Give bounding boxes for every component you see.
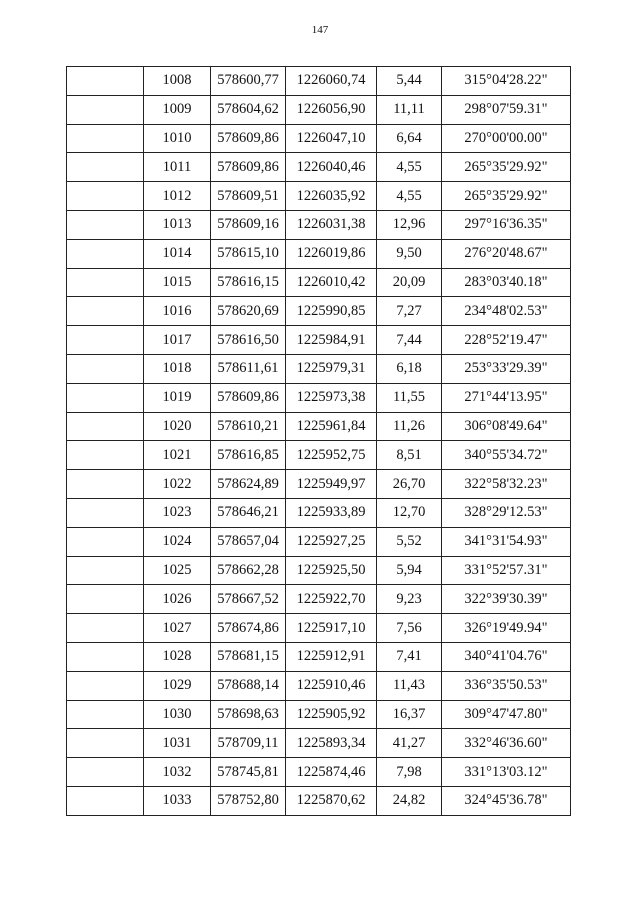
table-row: [67, 95, 571, 124]
length-cell: 20,09: [377, 268, 442, 297]
table-row: [67, 729, 571, 758]
blank-cell: [67, 412, 144, 441]
table-row: [67, 642, 571, 671]
angle-cell: 324°45'36.78": [442, 786, 571, 815]
blank-cell: [67, 67, 144, 96]
length-cell: 12,70: [377, 498, 442, 527]
table-row: [67, 210, 571, 239]
blank-cell: [67, 614, 144, 643]
x-coordinate-cell: 578620,69: [211, 297, 286, 326]
point-id-cell: 1031: [144, 729, 211, 758]
angle-cell: 298°07'59.31": [442, 95, 571, 124]
point-id-cell: 1027: [144, 614, 211, 643]
y-coordinate-cell: 1225979,31: [286, 354, 377, 383]
blank-cell: [67, 470, 144, 499]
point-id-cell: 1019: [144, 383, 211, 412]
angle-cell: 340°55'34.72": [442, 441, 571, 470]
length-cell: 6,18: [377, 354, 442, 383]
point-id-cell: 1012: [144, 182, 211, 211]
angle-cell: 322°39'30.39": [442, 585, 571, 614]
point-id-cell: 1018: [144, 354, 211, 383]
x-coordinate-cell: 578624,89: [211, 470, 286, 499]
angle-cell: 326°19'49.94": [442, 614, 571, 643]
length-cell: 41,27: [377, 729, 442, 758]
angle-cell: 253°33'29.39": [442, 354, 571, 383]
length-cell: 11,55: [377, 383, 442, 412]
x-coordinate-cell: 578609,86: [211, 153, 286, 182]
y-coordinate-cell: 1225910,46: [286, 671, 377, 700]
blank-cell: [67, 95, 144, 124]
blank-cell: [67, 527, 144, 556]
table-row: [67, 297, 571, 326]
y-coordinate-cell: 1225973,38: [286, 383, 377, 412]
length-cell: 5,44: [377, 67, 442, 96]
blank-cell: [67, 354, 144, 383]
point-id-cell: 1029: [144, 671, 211, 700]
length-cell: 7,27: [377, 297, 442, 326]
angle-cell: 336°35'50.53": [442, 671, 571, 700]
x-coordinate-cell: 578611,61: [211, 354, 286, 383]
x-coordinate-cell: 578688,14: [211, 671, 286, 700]
length-cell: 24,82: [377, 786, 442, 815]
y-coordinate-cell: 1225952,75: [286, 441, 377, 470]
point-id-cell: 1014: [144, 239, 211, 268]
x-coordinate-cell: 578616,50: [211, 326, 286, 355]
y-coordinate-cell: 1226010,42: [286, 268, 377, 297]
x-coordinate-cell: 578609,86: [211, 124, 286, 153]
length-cell: 5,94: [377, 556, 442, 585]
y-coordinate-cell: 1225927,25: [286, 527, 377, 556]
point-id-cell: 1009: [144, 95, 211, 124]
point-id-cell: 1033: [144, 786, 211, 815]
y-coordinate-cell: 1226031,38: [286, 210, 377, 239]
table-row: [67, 412, 571, 441]
table-row: [67, 470, 571, 499]
y-coordinate-cell: 1225870,62: [286, 786, 377, 815]
x-coordinate-cell: 578745,81: [211, 758, 286, 787]
table-row: [67, 758, 571, 787]
length-cell: 7,56: [377, 614, 442, 643]
y-coordinate-cell: 1225917,10: [286, 614, 377, 643]
angle-cell: 328°29'12.53": [442, 498, 571, 527]
y-coordinate-cell: 1226035,92: [286, 182, 377, 211]
blank-cell: [67, 210, 144, 239]
x-coordinate-cell: 578609,86: [211, 383, 286, 412]
angle-cell: 340°41'04.76": [442, 642, 571, 671]
point-id-cell: 1022: [144, 470, 211, 499]
angle-cell: 331°52'57.31": [442, 556, 571, 585]
x-coordinate-cell: 578646,21: [211, 498, 286, 527]
length-cell: 9,23: [377, 585, 442, 614]
x-coordinate-cell: 578752,80: [211, 786, 286, 815]
angle-cell: 265°35'29.92": [442, 182, 571, 211]
point-id-cell: 1016: [144, 297, 211, 326]
point-id-cell: 1008: [144, 67, 211, 96]
angle-cell: 322°58'32.23": [442, 470, 571, 499]
y-coordinate-cell: 1225990,85: [286, 297, 377, 326]
point-id-cell: 1025: [144, 556, 211, 585]
angle-cell: 341°31'54.93": [442, 527, 571, 556]
angle-cell: 270°00'00.00": [442, 124, 571, 153]
y-coordinate-cell: 1225922,70: [286, 585, 377, 614]
table-row: [67, 124, 571, 153]
length-cell: 7,41: [377, 642, 442, 671]
y-coordinate-cell: 1226019,86: [286, 239, 377, 268]
angle-cell: 306°08'49.64": [442, 412, 571, 441]
point-id-cell: 1015: [144, 268, 211, 297]
x-coordinate-cell: 578662,28: [211, 556, 286, 585]
y-coordinate-cell: 1225925,50: [286, 556, 377, 585]
blank-cell: [67, 585, 144, 614]
x-coordinate-cell: 578609,16: [211, 210, 286, 239]
y-coordinate-cell: 1225949,97: [286, 470, 377, 499]
x-coordinate-cell: 578609,51: [211, 182, 286, 211]
x-coordinate-cell: 578681,15: [211, 642, 286, 671]
point-id-cell: 1030: [144, 700, 211, 729]
table-row: [67, 153, 571, 182]
point-id-cell: 1024: [144, 527, 211, 556]
length-cell: 26,70: [377, 470, 442, 499]
blank-cell: [67, 556, 144, 585]
point-id-cell: 1032: [144, 758, 211, 787]
point-id-cell: 1023: [144, 498, 211, 527]
x-coordinate-cell: 578674,86: [211, 614, 286, 643]
table-row: [67, 326, 571, 355]
y-coordinate-cell: 1226047,10: [286, 124, 377, 153]
angle-cell: 234°48'02.53": [442, 297, 571, 326]
table-row: [67, 268, 571, 297]
blank-cell: [67, 297, 144, 326]
length-cell: 11,43: [377, 671, 442, 700]
length-cell: 8,51: [377, 441, 442, 470]
table-row: [67, 354, 571, 383]
page-number: 147: [311, 24, 329, 36]
length-cell: 12,96: [377, 210, 442, 239]
y-coordinate-cell: 1225893,34: [286, 729, 377, 758]
length-cell: 6,64: [377, 124, 442, 153]
angle-cell: 315°04'28.22": [442, 67, 571, 96]
table-row: [67, 614, 571, 643]
blank-cell: [67, 326, 144, 355]
table-row: [67, 239, 571, 268]
length-cell: 7,44: [377, 326, 442, 355]
table-row: [67, 700, 571, 729]
length-cell: 9,50: [377, 239, 442, 268]
x-coordinate-cell: 578616,15: [211, 268, 286, 297]
length-cell: 11,26: [377, 412, 442, 441]
table-row: [67, 67, 571, 96]
blank-cell: [67, 786, 144, 815]
blank-cell: [67, 671, 144, 700]
table-row: [67, 182, 571, 211]
blank-cell: [67, 498, 144, 527]
table-row: [67, 498, 571, 527]
length-cell: 7,98: [377, 758, 442, 787]
angle-cell: 332°46'36.60": [442, 729, 571, 758]
y-coordinate-cell: 1225905,92: [286, 700, 377, 729]
x-coordinate-cell: 578698,63: [211, 700, 286, 729]
length-cell: 4,55: [377, 153, 442, 182]
y-coordinate-cell: 1225912,91: [286, 642, 377, 671]
length-cell: 4,55: [377, 182, 442, 211]
length-cell: 5,52: [377, 527, 442, 556]
table-row: [67, 585, 571, 614]
length-cell: 16,37: [377, 700, 442, 729]
y-coordinate-cell: 1225961,84: [286, 412, 377, 441]
coordinates-table: [66, 66, 571, 816]
angle-cell: 265°35'29.92": [442, 153, 571, 182]
point-id-cell: 1013: [144, 210, 211, 239]
angle-cell: 297°16'36.35": [442, 210, 571, 239]
x-coordinate-cell: 578709,11: [211, 729, 286, 758]
angle-cell: 271°44'13.95": [442, 383, 571, 412]
point-id-cell: 1026: [144, 585, 211, 614]
blank-cell: [67, 383, 144, 412]
table-row: [67, 383, 571, 412]
y-coordinate-cell: 1225874,46: [286, 758, 377, 787]
blank-cell: [67, 729, 144, 758]
point-id-cell: 1017: [144, 326, 211, 355]
angle-cell: 283°03'40.18": [442, 268, 571, 297]
angle-cell: 331°13'03.12": [442, 758, 571, 787]
y-coordinate-cell: 1225984,91: [286, 326, 377, 355]
blank-cell: [67, 124, 144, 153]
point-id-cell: 1028: [144, 642, 211, 671]
x-coordinate-cell: 578616,85: [211, 441, 286, 470]
table-row: [67, 671, 571, 700]
blank-cell: [67, 153, 144, 182]
x-coordinate-cell: 578615,10: [211, 239, 286, 268]
table-row: [67, 556, 571, 585]
table-row: [67, 441, 571, 470]
x-coordinate-cell: 578610,21: [211, 412, 286, 441]
point-id-cell: 1011: [144, 153, 211, 182]
blank-cell: [67, 268, 144, 297]
table-row: [67, 786, 571, 815]
blank-cell: [67, 642, 144, 671]
blank-cell: [67, 182, 144, 211]
x-coordinate-cell: 578600,77: [211, 67, 286, 96]
y-coordinate-cell: 1226060,74: [286, 67, 377, 96]
blank-cell: [67, 700, 144, 729]
y-coordinate-cell: 1226056,90: [286, 95, 377, 124]
point-id-cell: 1010: [144, 124, 211, 153]
angle-cell: 228°52'19.47": [442, 326, 571, 355]
blank-cell: [67, 758, 144, 787]
x-coordinate-cell: 578667,52: [211, 585, 286, 614]
point-id-cell: 1020: [144, 412, 211, 441]
blank-cell: [67, 441, 144, 470]
angle-cell: 276°20'48.67": [442, 239, 571, 268]
blank-cell: [67, 239, 144, 268]
point-id-cell: 1021: [144, 441, 211, 470]
angle-cell: 309°47'47.80": [442, 700, 571, 729]
y-coordinate-cell: 1225933,89: [286, 498, 377, 527]
table-row: [67, 527, 571, 556]
x-coordinate-cell: 578657,04: [211, 527, 286, 556]
length-cell: 11,11: [377, 95, 442, 124]
y-coordinate-cell: 1226040,46: [286, 153, 377, 182]
x-coordinate-cell: 578604,62: [211, 95, 286, 124]
coordinates-table-body: [67, 67, 571, 816]
